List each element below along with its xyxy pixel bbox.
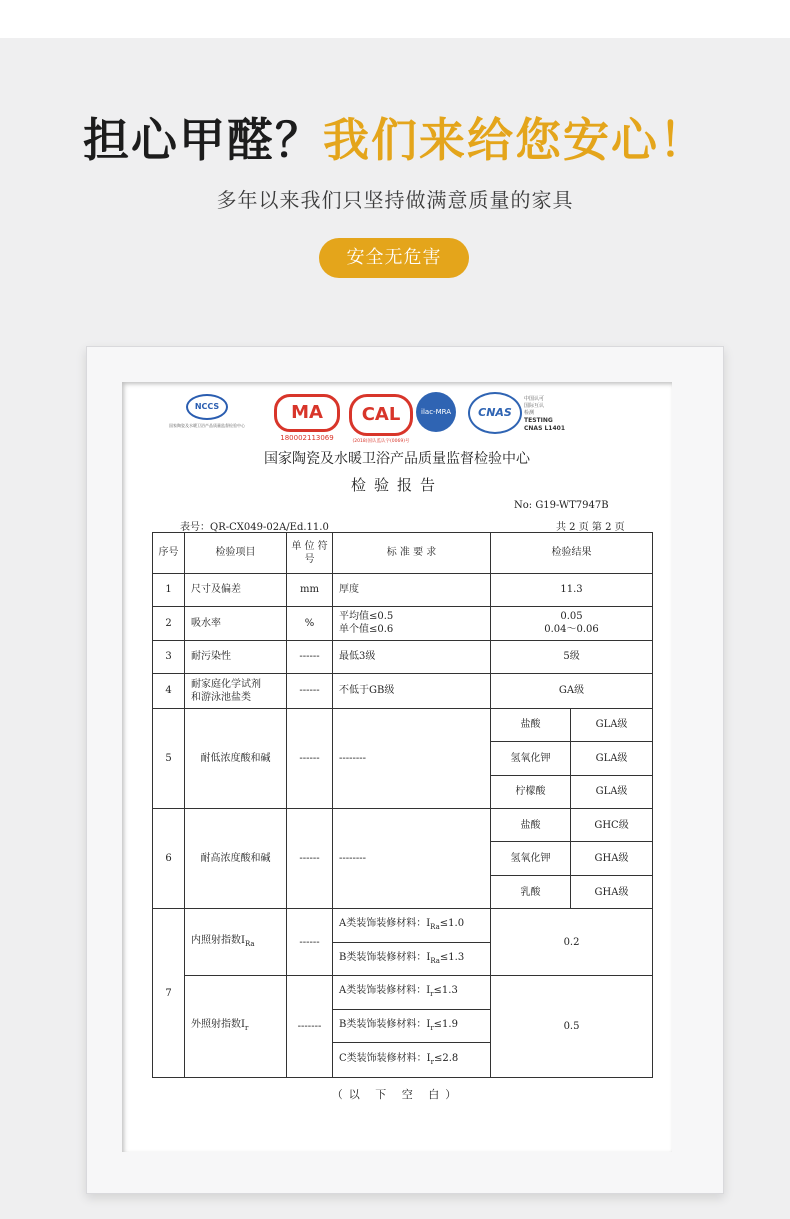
table-row: B类装饰装修材料：$I_r\le 1.9$ (153, 1009, 653, 1042)
organization-title: 国家陶瓷及水暖卫浴产品质量监督检验中心 (264, 451, 530, 467)
subheadline: 多年以来我们只坚持做满意质量的家具 (216, 188, 574, 212)
table-header-row (153, 533, 653, 574)
table-row: 7 内照射指数$I_{Ra}$ ------ A类装饰装修材料：$I_{Ra}\le 1.0$ 0.2 (153, 909, 653, 942)
table-row: 4 耐家庭化学试剂 和游泳池盐类 ------ 不低于GB级 GA级 (153, 674, 653, 709)
header-standard: 标 准 要 求 (333, 533, 491, 574)
cma-logo: MA 180002113069 (274, 394, 340, 442)
table-row: 1 尺寸及偏差 mm 厚度 11.3 (153, 573, 653, 606)
headline-reassurance: 我们来给您安心！ (323, 113, 707, 167)
page-number: 共 2 页 第 2 页 (556, 522, 625, 533)
report-title: 检验报告 (350, 476, 443, 494)
table-row: 3 耐污染性 ------ 最低3级 5级 (153, 640, 653, 673)
table-row: 外照射指数$I_r$ ------- A类装饰装修材料：$I_r\le 1.3$ 0.5 (153, 976, 653, 1009)
table-row: 6 耐高浓度酸和碱 ------ -------- 盐酸 GHC级 (153, 809, 653, 842)
inspection-table (152, 532, 653, 1078)
table-row: 2 吸水率 % 平均值≤0.5 单个值≤0.6 0.05 0.04～0.06 (153, 607, 653, 640)
form-number: 表号：QR-CX049-02A/Ed.11.0 (180, 522, 329, 533)
table-row: 乳酸 GHA级 (153, 875, 653, 908)
safety-badge: 安全无危害 (319, 238, 469, 278)
header-unit: 单 位 符 号 (287, 533, 333, 574)
testing-accreditation-text: 中国认可 国际互认 检测 TESTING CNAS L1401 (524, 396, 566, 432)
table-row: 柠檬酸 GLA级 (153, 775, 653, 808)
header-result: 检验结果 (491, 533, 653, 574)
table-row: C类装饰装修材料：$I_r\le 2.8$ (153, 1043, 653, 1078)
table-row: B类装饰装修材料：$I_{Ra}\le 1.3$ (153, 942, 653, 975)
blank-below-note: （以 下 空 白） (331, 1088, 463, 1101)
table-row: 5 耐低浓度酸和碱 ------ -------- 盐酸 GLA级 (153, 708, 653, 741)
ilac-mra-logo: ilac-MRA (416, 392, 462, 438)
table-row: 氢氧化钾 GLA级 (153, 742, 653, 775)
headline-question: 担心甲醛？ (83, 113, 323, 167)
cnas-logo: CNAS (468, 392, 520, 434)
top-band (0, 0, 790, 38)
test-report-document (122, 382, 672, 1152)
table-row: 氢氧化钾 GHA级 (153, 842, 653, 875)
header-seq: 序号 (153, 533, 185, 574)
report-number: No: G19-WT7947B (514, 500, 609, 511)
nccs-logo: NCCS 国家陶瓷及水暖卫浴产品质量监督检验中心 (152, 394, 262, 429)
header-item: 检验项目 (185, 533, 287, 574)
cal-logo: CAL (2018)国认监认字(0069)号 (344, 394, 418, 444)
headline (0, 112, 790, 168)
